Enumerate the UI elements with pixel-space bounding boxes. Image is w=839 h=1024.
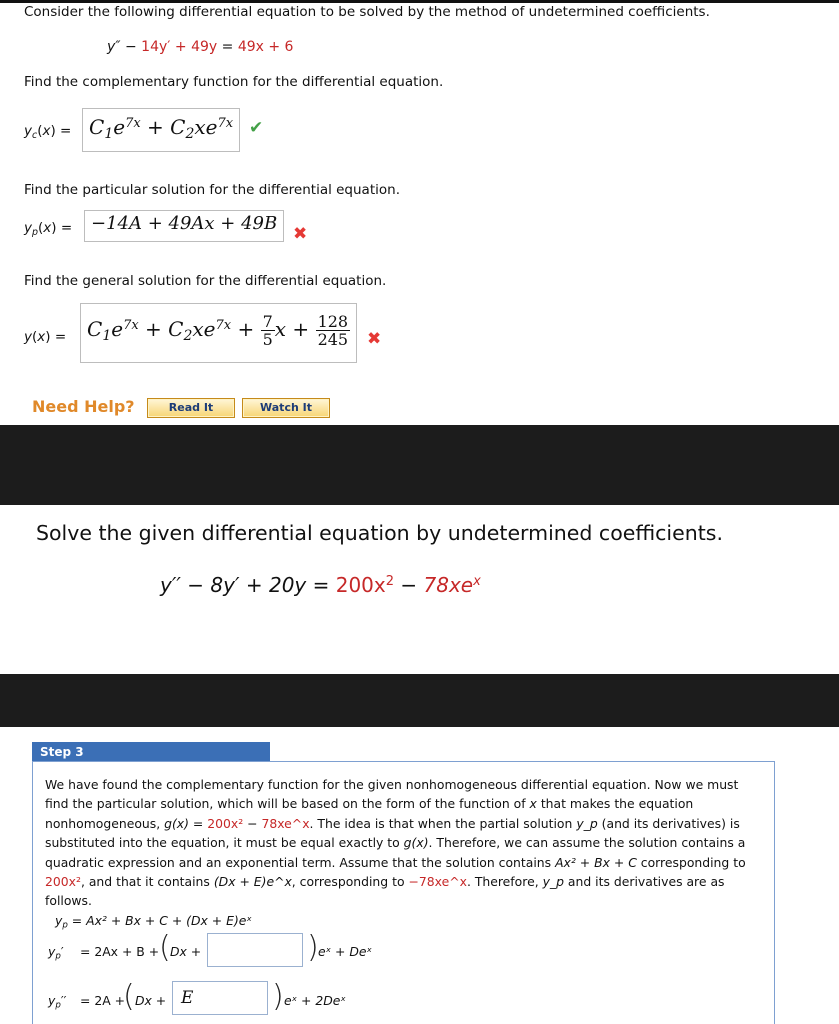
general-question: Find the general solution for the differential equation. <box>24 273 387 289</box>
general-answer: $C_1e^{7x} + C_2xe^{7x}$ + $\frac{7}{5}$ x + $\frac{128}{245}$ <box>87 312 349 349</box>
general-answer-box[interactable] <box>80 303 357 363</box>
eq2-lhs: y′′ − 8y′ + 20y <box>160 573 307 597</box>
complementary-answer: $C_1e^{7x} + C_2xe^{7x}$ <box>89 115 234 143</box>
complementary-answer-box[interactable] <box>82 108 240 152</box>
particular-answer-box[interactable] <box>84 210 284 242</box>
checkmark-icon: ✔ <box>249 118 264 138</box>
eq-equals: = <box>217 39 238 55</box>
eq2-rhs-a: $200x^2$ <box>335 573 395 597</box>
step-paragraph: We have found the complementary function for the given nonhomogeneous differential equation. Now we must find the particular solution, which will be based on the form of the function of x that makes the equation nonhomogeneous, g(x) = 200x² − 78xe^x. The idea is that when the partial solution y_p (and its derivatives) is substituted into the equation, it must be equal exactly to g(x). Therefore, we can assume the solution contains a quadratic expression and an exponential term. Assume that the solution contains Ax² + Bx + C corresponding to 200x², and that it contains (Dx + E)e^x, corresponding to −78xe^x. Therefore, y_p and its derivatives are as follows. <box>45 777 746 909</box>
problem2-instruction: Solve the given differential equation by undetermined coefficients. <box>36 521 723 545</box>
dark-separator <box>0 425 839 505</box>
yp-double-prime-suffix: eˣ + 2Deˣ <box>284 993 346 1008</box>
problem1-prompt: Consider the following differential equation to be solved by the method of undetermined coefficients. <box>24 4 710 20</box>
eq-rhs: 49x + 6 <box>237 39 294 55</box>
top-border <box>0 0 839 3</box>
yp-line: $y_p = Ax^2 + Bx + C + (Dx$ + E)eˣ <box>55 913 252 931</box>
particular-answer: −14A + 49Ax + 49B <box>91 213 278 234</box>
yp-prime-inner: Dx + <box>170 944 202 959</box>
cross-icon: ✖ <box>367 329 382 349</box>
yp-prime-suffix: eˣ + Deˣ <box>318 944 373 959</box>
yp-prime-input[interactable] <box>207 933 303 967</box>
read-it-button[interactable]: Read It <box>147 398 235 418</box>
yp-double-prime-prefix: = 2A + <box>80 993 126 1008</box>
eq2-equals: = <box>306 573 336 597</box>
right-paren: ) <box>307 930 319 965</box>
yp-double-prime-inner: Dx + <box>135 993 167 1008</box>
problem1-equation <box>107 39 293 55</box>
yc-label: $y_c(x)$ = <box>24 123 72 141</box>
right-paren: ) <box>272 979 284 1014</box>
left-paren: ( <box>159 930 171 965</box>
yp-prime-label: $y_p'$ <box>48 944 64 962</box>
eq-lhs-a: y″ − <box>107 39 142 55</box>
y-label: y(x) = <box>24 329 67 345</box>
eq2-rhs-b: $78xe^x$ <box>423 573 481 597</box>
dark-separator <box>0 674 839 727</box>
particular-question: Find the particular solution for the differential equation. <box>24 182 400 198</box>
eq-lhs-b: 14y′ + 49y <box>141 39 218 55</box>
yp-prime-prefix: = 2Ax + B + <box>80 944 160 959</box>
cross-icon: ✖ <box>293 224 308 244</box>
problem2-equation <box>160 573 481 597</box>
yp-double-prime-input[interactable]: E <box>172 981 268 1015</box>
yp-label: $y_p(x)$ = <box>24 220 73 238</box>
step-title: Step 3 <box>32 742 270 762</box>
eq2-minus: − <box>394 573 424 597</box>
complementary-question: Find the complementary function for the differential equation. <box>24 74 444 90</box>
need-help-label: Need Help? <box>32 397 135 416</box>
watch-it-button[interactable]: Watch It <box>242 398 330 418</box>
left-paren: ( <box>123 979 135 1014</box>
yp-double-prime-label: $y_p''$ <box>48 993 67 1011</box>
